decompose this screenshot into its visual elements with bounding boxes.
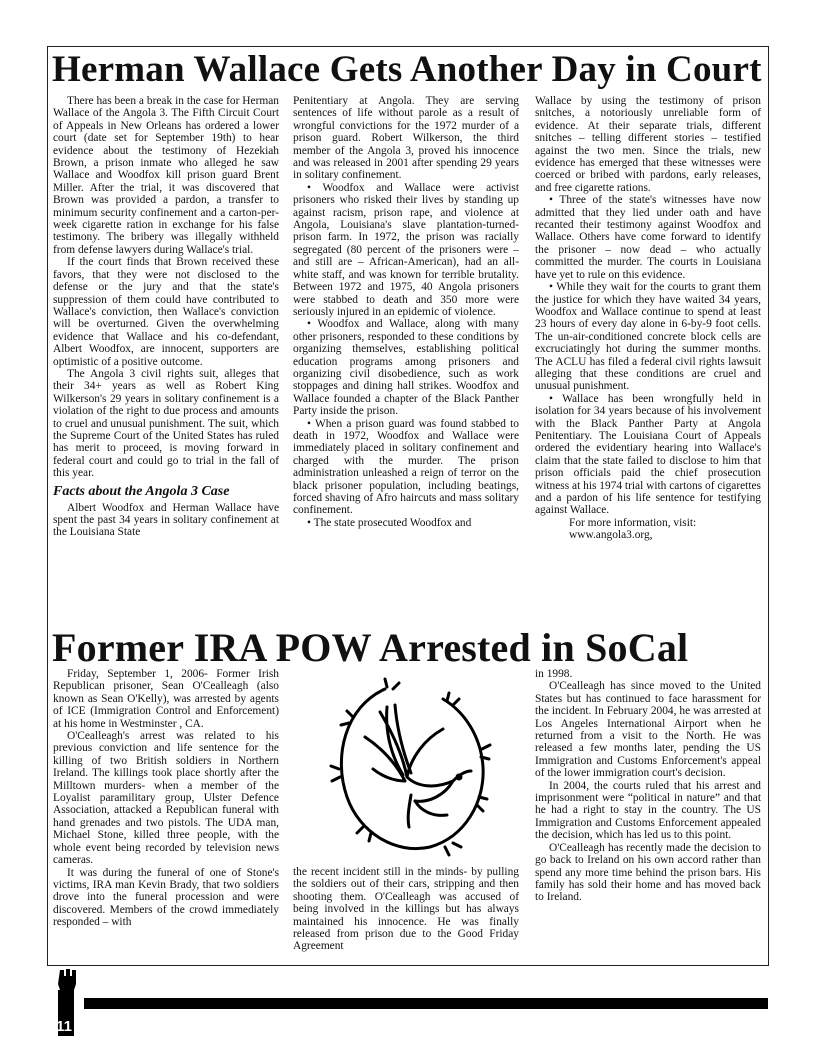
paragraph: Albert Woodfox and Herman Wallace have spent the past 34 years in solitary confinement at the Louisiana State — [53, 501, 279, 539]
paragraph: O'Cealleagh has since moved to the United States but has continued to face harassment for the incident. In February 2004, he was arrested at Los Angeles International Airport when he returned from a visit to the North. He was released a few months later, pending the US Immigration and Customs Enforcement's appeal of the lower immigration court's decision. — [535, 680, 761, 780]
article-title-ira-pow: Former IRA POW Arrested in SoCal — [52, 625, 689, 670]
bullet-paragraph: • Wallace has been wrongfully held in isolation for 34 years because of his involvement with the Black Panther Party at Angola Penitentiary. The Louisiana Court of Appeals ordered the evidentiary hearing into Wallace's claim that the state failed to disclose to him that prison officials paid the chief prosecution witness at his 1974 trial with cartons of cigarettes and a pardon of his life sentence for testifying against Wallace. — [535, 392, 761, 517]
paragraph: in 1998. — [535, 668, 573, 680]
paragraph: It was during the funeral of one of Stone's victims, IRA man Kevin Brady, that two soldiers drove into the funeral procession and were discovered. Members of the crowd immediately responded – with — [53, 866, 279, 929]
subheading-facts: Facts about the Angola 3 Case — [53, 483, 230, 499]
paragraph: The Angola 3 civil rights suit, alleges that their 34+ years as well as Robert King Wilkerson's 29 years in solitary confinement is a violation of the right to due process and amounts to cruel and unusual punishment. The suit, which the Supreme Court of the United States has ruled has merit to proceed, is moving forward in federal court and could go to trial in the fall of this year. — [53, 367, 279, 480]
article1-column-3 — [535, 95, 761, 625]
website-link[interactable]: www.angola3.org, — [569, 529, 653, 542]
info-label: For more information, visit: — [569, 516, 697, 529]
page-number: 11 — [56, 1018, 72, 1035]
bullet-paragraph: • While they wait for the courts to grant them the justice for which they have waited 34 years, Woodfox and Wallace continue to spend at least 23 hours of every day alone in 6-by-9 foot cells. The un-air-conditioned concrete block cells are excruciatingly hot during the summer months. The ACLU has filed a federal civil rights lawsuit alleging that these conditions are cruel and unusual punishment. — [535, 281, 761, 393]
paragraph: Penitentiary at Angola. They are serving sentences of life without parole as a result of wrongful convictions for the 1972 murder of a prison guard. Robert Wilkerson, the third member of the Angola 3, proved his innocence and was released in 2001 after spending 29 years in solitary confinement. — [293, 95, 519, 182]
paragraph: If the court finds that Brown received these favors, that they were not disclosed to the defense or the jury and that the state's suppression of them could have contributed to Wallace's conviction, then Wallace's conviction will be overturned. Given the overwhelming evidence that Wallace and his co-defendant, Albert Woodfox, are innocent, supporters are optimistic of a positive outcome. — [53, 256, 279, 368]
paragraph: In 2004, the courts ruled that his arrest and imprisonment were “political in nature” and that he had a right to stay in the country. The US Immigration and Customs Enforcement appealed the decision, which has led us to this point. — [535, 779, 761, 842]
article2-column-2 — [293, 866, 519, 960]
paragraph: There has been a break in the case for Herman Wallace of the Angola 3. The Fifth Circuit Court of Appeals in New Orleans has ordered a lower court (date set for September 19th) to hear evidence about the testimony of Hezekiah Brown, a prison inmate who alleged he saw Wallace and Woodfox kill prison guard Brent Miller. After the trial, it was discovered that Brown was provided a pardon, a transfer to minimum security confinement and a carton-per-week cigarette ration in exchange for his false testimony. The bribery was illegally withheld from defense lawyers during Wallace's trial. — [53, 95, 279, 256]
article1-column-2 — [293, 95, 519, 625]
paragraph: the recent incident still in the minds- by pulling the soldiers out of their cars, stripping and then shooting them. O'Cealleagh was accused of being involved in the killings but has always maintained his innocence. He was finally released from prison due to the Good Friday Agreement — [293, 866, 519, 953]
bullet-paragraph: • When a prison guard was found stabbed to death in 1972, Woodfox and Wallace were immediately placed in solitary confinement and charged with the murder. The prison administration unleashed a reign of terror on the black prisoner population, including beatings, forced shaving of Afro haircuts and mass solitary confinement. — [293, 417, 519, 517]
bullet-paragraph: • Woodfox and Wallace, along with many other prisoners, responded to these conditions by organizing themselves, establishing political education programs among prisoners and organizing civil disobedience, such as work stoppages and dining hall strikes. Woodfox and Wallace founded a chapter of the Black Panther Party inside the prison. — [293, 318, 519, 418]
bullet-paragraph: • Three of the state's witnesses have now admitted that they lied under oath and have recanted their testimony against Woodfox and Wallace. Others have come forward to identify the prisoner – now dead – who actually committed the murder. The courts in Louisiana have yet to rule on this evidence. — [535, 194, 761, 281]
footer-rule — [84, 998, 768, 1009]
article2-column-3 — [535, 668, 761, 960]
bullet-paragraph: • The state prosecuted Woodfox and — [307, 516, 472, 529]
article-title-herman-wallace: Herman Wallace Gets Another Day in Court — [52, 49, 762, 90]
article1-column-1 — [53, 95, 279, 625]
paragraph: O'Cealleagh has recently made the decision to go back to Ireland on his own accord rather than spend any more time behind the prison bars. His family has sold their home and has moved back to Ireland. — [535, 841, 761, 904]
paragraph: O'Cealleagh's arrest was related to his previous conviction and life sentence for the killing of two British soldiers in Northern Ireland. The killings took place shortly after the Milltown murders- when a member of the Loyalist paramilitary group, Ulster Defence Association, attacked a Republican funeral with hand grenades and two pistols. The UDA man, Michael Stone, killed three people, with the whole event being recorded by television news cameras. — [53, 730, 279, 867]
paragraph: Wallace by using the testimony of prison snitches, a notoriously unreliable form of evidence. At their separate trials, different snitches – telling different stories – testified against the two men. Since the trials, new evidence has emerged that these witnesses were coerced or bribed with pardons, early releases, and free cigarette rations. — [535, 95, 761, 194]
article2-column-1 — [53, 668, 279, 960]
dove-barbed-wire-illustration — [325, 677, 495, 862]
paragraph: Friday, September 1, 2006- Former Irish Republican prisoner, Sean O'Cealleagh (also known as Sean O'Kelly), was arrested by agents of ICE (Immigration Control and Enforcement) at his home in Westminster , CA. — [53, 668, 279, 730]
bullet-paragraph: • Woodfox and Wallace were activist prisoners who risked their lives by standing up against racism, prison rape, and violence at Angola, Louisiana's slave plantation-turned-prison farm. In 1972, the prison was racially segregated (80 percent of the prisoners were – and still are – African-American), had an all-white staff, and was known for terrible brutality. Between 1972 and 1975, 40 Angola prisoners were stabbed to death and 350 more were seriously injured in an epidemic of violence. — [293, 181, 519, 318]
